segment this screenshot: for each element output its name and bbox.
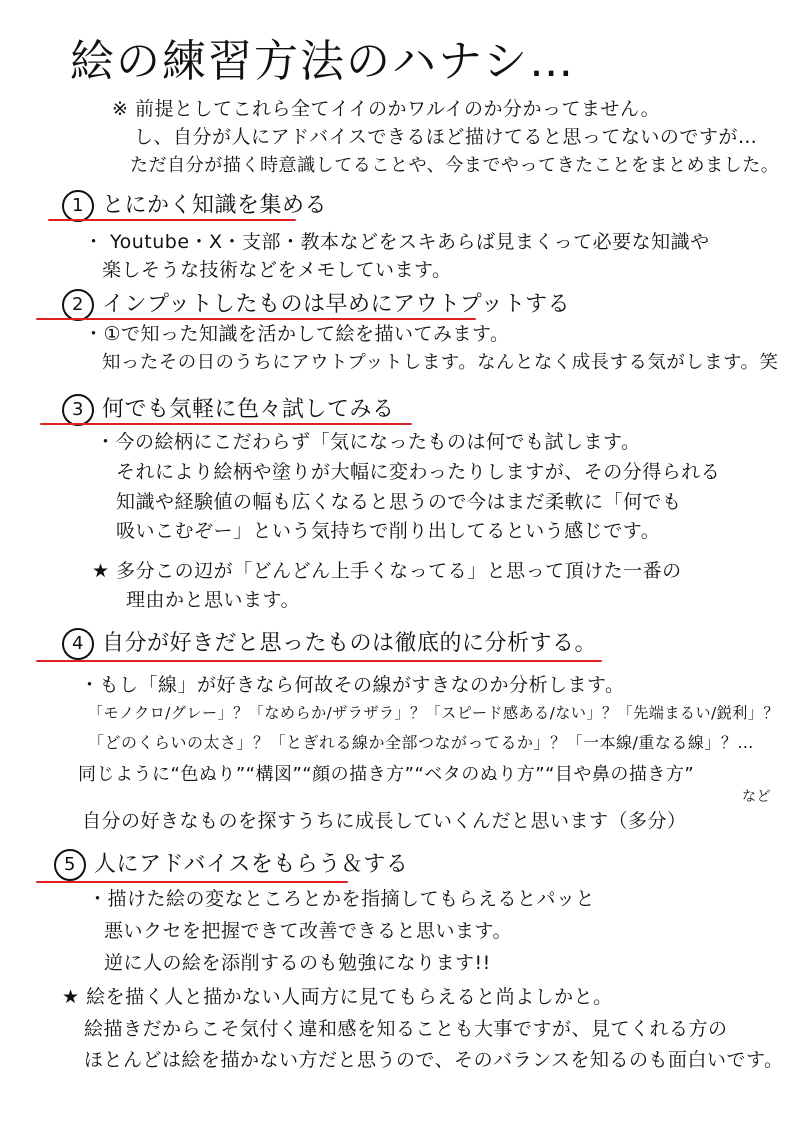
section-4-similar: 同じように“色ぬり”“構図”“顔の描き方”“ベタのぬり方”“目や鼻の描き方” (78, 764, 695, 785)
section-3-number: 3 (62, 394, 94, 426)
section-1-underline (48, 219, 296, 221)
section-2-underline (36, 318, 476, 320)
section-4-number: 4 (62, 628, 94, 660)
section-5-heading (54, 849, 408, 881)
section-3-title: 何でも気軽に色々試してみる (102, 397, 395, 422)
section-2-title: インプットしたものは早めにアウトプットする (102, 292, 571, 317)
section-4-heading (62, 628, 597, 660)
section-4-title: 自分が好きだと思ったものは徹底的に分析する。 (102, 631, 598, 656)
section-3-line-4: 吸いこむぞー」という気持ちで削り出してるという感じです。 (116, 520, 661, 542)
section-5-number: 5 (54, 849, 86, 881)
section-1-title: とにかく知識を集める (102, 193, 328, 218)
section-3-star-line-1: ★ 多分この辺が「どんどん上手くなってる」と思って頂けた一番の (92, 560, 682, 582)
section-1-heading (62, 190, 327, 222)
final-line-2: 絵描きだからこそ気付く違和感を知ることも大事ですが、見てくれる方の (84, 1018, 728, 1040)
section-3-heading (62, 394, 395, 426)
section-2-heading (62, 289, 570, 321)
section-1-line-2: 楽しそうな技術などをメモしています。 (102, 259, 452, 281)
section-5-line-3: 逆に人の絵を添削するのも勉強になります!! (104, 952, 491, 974)
section-5-line-2: 悪いクセを把握できて改善できると思います。 (104, 920, 512, 942)
section-4-line-1: ・もし「線」が好きなら何故その線がすきなのか分析します。 (80, 674, 625, 696)
section-1-line-1: ・ Youtube・X・支部・教本などをスキあらば見まくって必要な知識や (84, 231, 710, 253)
section-4-example-2: 「どのくらいの太さ」？「とぎれる線か全部つながってるか」？「一本線/重なる線」？… (88, 733, 754, 752)
section-1-number: 1 (62, 190, 94, 222)
page-title: 絵の練習方法のハナシ… (70, 36, 576, 87)
section-2-line-1: ・①で知った知識を活かして絵を描いてみます。 (84, 323, 510, 345)
section-3-line-1: ・今の絵柄にこだわらず「気になったものは何でも試します。 (96, 431, 641, 453)
section-4-closing: 自分の好きなものを探すうちに成長していくんだと思います（多分） (82, 810, 687, 832)
disclaimer-line-3: ただ自分が描く時意識してることや、今までやってきたことをまとめました。 (130, 155, 780, 176)
section-2-number: 2 (62, 289, 94, 321)
final-line-3: ほとんどは絵を描かない方だと思うので、そのバランスを知るのも面白いです。 (84, 1049, 784, 1071)
disclaimer-line-1: ※ 前提としてこれら全てイイのかワルイのか分かってません。 (112, 98, 661, 120)
section-3-line-3: 知識や経験値の幅も広くなると思うので今はまだ柔軟に「何でも (116, 491, 682, 513)
section-5-line-1: ・描けた絵の変なところとかを指摘してもらえるとパッと (88, 888, 596, 910)
section-3-star-line-2: 理由かと思います。 (126, 589, 300, 611)
section-5-underline (36, 881, 348, 883)
section-4-underline (36, 660, 602, 662)
section-4-nado: など (742, 789, 771, 805)
disclaimer-line-2: し、自分が人にアドバイスできるほど描けてると思ってないのですが… (134, 126, 758, 148)
section-5-title: 人にアドバイスをもらう＆する (94, 852, 409, 877)
section-4-example-1: 「モノクロ/グレー」？「なめらか/ザラザラ」？「スピード感ある/ない」？「先端まるい/鋭利」？ (88, 704, 779, 722)
section-3-underline (40, 423, 412, 425)
final-line-1: ★ 絵を描く人と描かない人両方に見てもらえると尚よしかと。 (62, 986, 613, 1008)
section-2-line-2: 知ったその日のうちにアウトプットします。なんとなく成長する気がします。笑 (102, 352, 779, 373)
section-3-line-2: それにより絵柄や塗りが大幅に変わったりしますが、その分得られる (116, 461, 721, 483)
